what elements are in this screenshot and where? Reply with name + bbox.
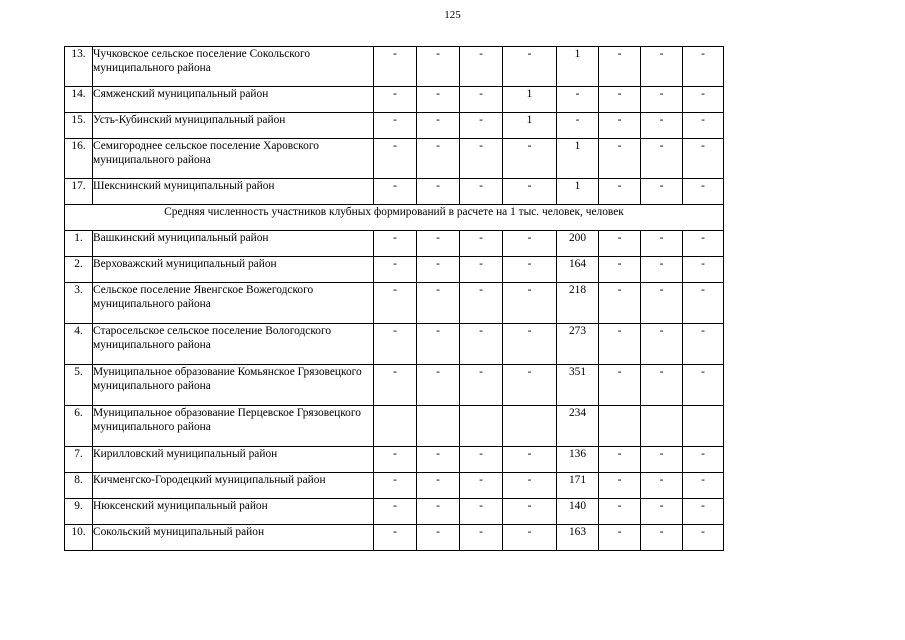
row-name: Старосельское сельское поселение Вологодского муниципального района bbox=[93, 324, 374, 365]
cell-value: - bbox=[683, 113, 724, 139]
cell-value: - bbox=[460, 257, 503, 283]
cell-value: - bbox=[641, 447, 683, 473]
cell-value: - bbox=[599, 47, 641, 87]
cell-value: - bbox=[683, 447, 724, 473]
cell-value: - bbox=[683, 365, 724, 406]
cell-value: - bbox=[641, 525, 683, 551]
row-number: 15. bbox=[65, 113, 93, 139]
cell-value: - bbox=[503, 365, 557, 406]
cell-value: - bbox=[641, 87, 683, 113]
cell-value: - bbox=[374, 283, 417, 324]
cell-value: - bbox=[460, 283, 503, 324]
cell-value bbox=[599, 406, 641, 447]
cell-value: - bbox=[417, 365, 460, 406]
cell-value: 200 bbox=[557, 231, 599, 257]
cell-value: - bbox=[641, 365, 683, 406]
cell-value: - bbox=[417, 324, 460, 365]
table-row bbox=[65, 324, 724, 365]
cell-value: - bbox=[599, 139, 641, 179]
cell-value: - bbox=[599, 499, 641, 525]
cell-value: 218 bbox=[557, 283, 599, 324]
table-row bbox=[65, 139, 724, 179]
table-row bbox=[65, 47, 724, 87]
cell-value: - bbox=[374, 47, 417, 87]
cell-value: 234 bbox=[557, 406, 599, 447]
row-number: 5. bbox=[65, 365, 93, 406]
table-row bbox=[65, 499, 724, 525]
row-number: 14. bbox=[65, 87, 93, 113]
row-name: Муниципальное образование Перцевское Грязовецкого муниципального района bbox=[93, 406, 374, 447]
cell-value: - bbox=[417, 47, 460, 87]
row-name: Усть-Кубинский муниципальный район bbox=[93, 113, 374, 139]
cell-value: - bbox=[599, 257, 641, 283]
table-row bbox=[65, 113, 724, 139]
cell-value: - bbox=[417, 179, 460, 205]
cell-value: - bbox=[503, 447, 557, 473]
row-name: Сокольский муниципальный район bbox=[93, 525, 374, 551]
cell-value: - bbox=[374, 179, 417, 205]
cell-value: - bbox=[641, 113, 683, 139]
row-number: 2. bbox=[65, 257, 93, 283]
cell-value: - bbox=[503, 257, 557, 283]
cell-value: - bbox=[683, 324, 724, 365]
cell-value: - bbox=[599, 447, 641, 473]
cell-value: - bbox=[417, 257, 460, 283]
row-name: Верховажский муниципальный район bbox=[93, 257, 374, 283]
row-number: 7. bbox=[65, 447, 93, 473]
cell-value bbox=[417, 406, 460, 447]
cell-value: - bbox=[503, 47, 557, 87]
cell-value: 1 bbox=[503, 87, 557, 113]
table-row bbox=[65, 525, 724, 551]
cell-value: - bbox=[599, 179, 641, 205]
cell-value: - bbox=[374, 473, 417, 499]
cell-value: - bbox=[374, 525, 417, 551]
table-row bbox=[65, 231, 724, 257]
row-name: Шекснинский муниципальный район bbox=[93, 179, 374, 205]
cell-value: - bbox=[417, 113, 460, 139]
cell-value: - bbox=[599, 113, 641, 139]
cell-value: - bbox=[683, 231, 724, 257]
table-row bbox=[65, 87, 724, 113]
cell-value: - bbox=[503, 139, 557, 179]
row-name: Нюксенский муниципальный район bbox=[93, 499, 374, 525]
cell-value: - bbox=[557, 87, 599, 113]
cell-value: - bbox=[374, 257, 417, 283]
cell-value: - bbox=[641, 139, 683, 179]
cell-value: 1 bbox=[503, 113, 557, 139]
cell-value: - bbox=[683, 179, 724, 205]
row-name: Кирилловский муниципальный район bbox=[93, 447, 374, 473]
cell-value: 140 bbox=[557, 499, 599, 525]
cell-value: - bbox=[599, 231, 641, 257]
cell-value: - bbox=[641, 499, 683, 525]
cell-value: - bbox=[374, 87, 417, 113]
row-number: 9. bbox=[65, 499, 93, 525]
data-table bbox=[64, 46, 724, 551]
cell-value: 1 bbox=[557, 139, 599, 179]
cell-value: - bbox=[460, 139, 503, 179]
cell-value: - bbox=[683, 499, 724, 525]
cell-value: - bbox=[599, 87, 641, 113]
cell-value: - bbox=[599, 324, 641, 365]
cell-value: - bbox=[599, 525, 641, 551]
table-row bbox=[65, 257, 724, 283]
cell-value: - bbox=[374, 324, 417, 365]
cell-value: 273 bbox=[557, 324, 599, 365]
cell-value: - bbox=[374, 499, 417, 525]
cell-value: - bbox=[417, 231, 460, 257]
row-name: Сельское поселение Явенгское Вожегодского муниципального района bbox=[93, 283, 374, 324]
row-name: Чучковское сельское поселение Сокольского муниципального района bbox=[93, 47, 374, 87]
cell-value: - bbox=[460, 47, 503, 87]
cell-value: - bbox=[599, 283, 641, 324]
cell-value bbox=[503, 406, 557, 447]
cell-value: - bbox=[374, 113, 417, 139]
cell-value bbox=[460, 406, 503, 447]
table-row bbox=[65, 406, 724, 447]
cell-value: 163 bbox=[557, 525, 599, 551]
cell-value: - bbox=[503, 283, 557, 324]
section-title: Средняя численность участников клубных формирований в расчете на 1 тыс. человек, человек bbox=[65, 205, 724, 231]
cell-value: 171 bbox=[557, 473, 599, 499]
row-name: Семигороднее сельское поселение Харовского муниципального района bbox=[93, 139, 374, 179]
row-name: Муниципальное образование Комьянское Грязовецкого муниципального района bbox=[93, 365, 374, 406]
row-number: 8. bbox=[65, 473, 93, 499]
row-number: 17. bbox=[65, 179, 93, 205]
cell-value: - bbox=[641, 473, 683, 499]
cell-value: - bbox=[417, 499, 460, 525]
cell-value: - bbox=[460, 87, 503, 113]
row-number: 3. bbox=[65, 283, 93, 324]
cell-value: - bbox=[503, 179, 557, 205]
cell-value: - bbox=[557, 113, 599, 139]
table-row bbox=[65, 447, 724, 473]
cell-value: - bbox=[683, 473, 724, 499]
row-number: 13. bbox=[65, 47, 93, 87]
cell-value: - bbox=[641, 283, 683, 324]
row-name: Сямженский муниципальный район bbox=[93, 87, 374, 113]
row-number: 6. bbox=[65, 406, 93, 447]
cell-value: - bbox=[683, 283, 724, 324]
cell-value: 351 bbox=[557, 365, 599, 406]
cell-value: - bbox=[460, 113, 503, 139]
cell-value bbox=[374, 406, 417, 447]
table-row bbox=[65, 283, 724, 324]
cell-value: - bbox=[460, 447, 503, 473]
row-number: 10. bbox=[65, 525, 93, 551]
cell-value: - bbox=[599, 365, 641, 406]
row-number: 1. bbox=[65, 231, 93, 257]
cell-value: - bbox=[417, 139, 460, 179]
cell-value: - bbox=[460, 324, 503, 365]
cell-value: 164 bbox=[557, 257, 599, 283]
cell-value: 1 bbox=[557, 47, 599, 87]
cell-value bbox=[683, 406, 724, 447]
page-number: 125 bbox=[444, 9, 461, 21]
cell-value: - bbox=[641, 231, 683, 257]
cell-value: - bbox=[374, 447, 417, 473]
cell-value: - bbox=[460, 365, 503, 406]
row-number: 4. bbox=[65, 324, 93, 365]
cell-value: - bbox=[460, 499, 503, 525]
cell-value: - bbox=[641, 257, 683, 283]
cell-value: - bbox=[683, 139, 724, 179]
cell-value: - bbox=[641, 324, 683, 365]
cell-value: - bbox=[374, 231, 417, 257]
cell-value: - bbox=[417, 525, 460, 551]
cell-value: - bbox=[599, 473, 641, 499]
cell-value: - bbox=[460, 473, 503, 499]
cell-value: - bbox=[460, 179, 503, 205]
cell-value: - bbox=[503, 473, 557, 499]
cell-value: - bbox=[641, 47, 683, 87]
row-number: 16. bbox=[65, 139, 93, 179]
cell-value: - bbox=[683, 47, 724, 87]
table-row bbox=[65, 365, 724, 406]
row-name: Кичменгско-Городецкий муниципальный район bbox=[93, 473, 374, 499]
cell-value: - bbox=[460, 231, 503, 257]
cell-value: - bbox=[503, 231, 557, 257]
cell-value: 136 bbox=[557, 447, 599, 473]
section-header-row bbox=[65, 205, 724, 231]
cell-value: - bbox=[460, 525, 503, 551]
cell-value: - bbox=[417, 283, 460, 324]
table-row bbox=[65, 473, 724, 499]
cell-value: - bbox=[417, 473, 460, 499]
cell-value: - bbox=[503, 525, 557, 551]
cell-value: - bbox=[417, 447, 460, 473]
cell-value: - bbox=[683, 87, 724, 113]
cell-value: - bbox=[503, 499, 557, 525]
cell-value: - bbox=[641, 179, 683, 205]
cell-value: - bbox=[374, 139, 417, 179]
cell-value: 1 bbox=[557, 179, 599, 205]
row-name: Вашкинский муниципальный район bbox=[93, 231, 374, 257]
cell-value bbox=[641, 406, 683, 447]
cell-value: - bbox=[374, 365, 417, 406]
cell-value: - bbox=[417, 87, 460, 113]
cell-value: - bbox=[683, 257, 724, 283]
cell-value: - bbox=[503, 324, 557, 365]
table-row bbox=[65, 179, 724, 205]
cell-value: - bbox=[683, 525, 724, 551]
